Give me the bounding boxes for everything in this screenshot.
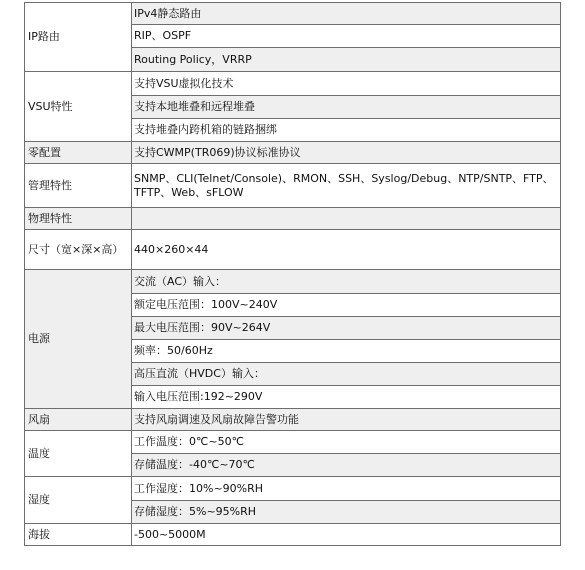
row-value: 支持VSU虚拟化技术 bbox=[132, 72, 561, 96]
row-label: 湿度 bbox=[25, 477, 132, 524]
table-row bbox=[25, 72, 561, 96]
row-label: 电源 bbox=[25, 270, 132, 409]
row-value: 支持风扇调速及风扇故障告警功能 bbox=[132, 409, 561, 431]
table-row bbox=[25, 270, 561, 294]
row-value: -500~5000M bbox=[132, 524, 561, 546]
row-value: 输入电压范围:192~290V bbox=[132, 386, 561, 409]
row-label: 零配置 bbox=[25, 142, 132, 164]
row-value: 频率：50/60Hz bbox=[132, 340, 561, 363]
row-value: 额定电压范围：100V~240V bbox=[132, 294, 561, 317]
table-row bbox=[25, 3, 561, 25]
table-row bbox=[25, 164, 561, 208]
table-row bbox=[25, 477, 561, 501]
row-value: 工作温度：0℃~50℃ bbox=[132, 431, 561, 454]
table-row bbox=[25, 208, 561, 230]
row-label: VSU特性 bbox=[25, 72, 132, 142]
row-value: 存储温度：-40℃~70℃ bbox=[132, 454, 561, 477]
table-row bbox=[25, 431, 561, 454]
row-value: SNMP、CLI(Telnet/Console)、RMON、SSH、Syslog/Debug、NTP/SNTP、FTP、TFTP、Web、sFLOW bbox=[132, 164, 561, 208]
row-label: 温度 bbox=[25, 431, 132, 477]
row-value: 最大电压范围：90V~264V bbox=[132, 317, 561, 340]
row-label: 尺寸（宽×深×高） bbox=[25, 230, 132, 270]
row-label: 风扇 bbox=[25, 409, 132, 431]
row-value bbox=[132, 208, 561, 230]
row-value: Routing Policy，VRRP bbox=[132, 48, 561, 72]
row-label: 物理特性 bbox=[25, 208, 132, 230]
row-label: 海拔 bbox=[25, 524, 132, 546]
row-value: 工作湿度：10%~90%RH bbox=[132, 477, 561, 501]
row-label: IP路由 bbox=[25, 3, 132, 72]
table-row bbox=[25, 524, 561, 546]
row-value: 支持堆叠内跨机箱的链路捆绑 bbox=[132, 119, 561, 142]
row-value: RIP、OSPF bbox=[132, 25, 561, 48]
row-value: 支持CWMP(TR069)协议标准协议 bbox=[132, 142, 561, 164]
row-value: IPv4静态路由 bbox=[132, 3, 561, 25]
table-row bbox=[25, 230, 561, 270]
row-value: 存储湿度：5%~95%RH bbox=[132, 501, 561, 524]
row-value: 高压直流（HVDC）输入： bbox=[132, 363, 561, 386]
row-label: 管理特性 bbox=[25, 164, 132, 208]
row-value: 440×260×44 bbox=[132, 230, 561, 270]
table-row bbox=[25, 409, 561, 431]
row-value: 支持本地堆叠和远程堆叠 bbox=[132, 96, 561, 119]
spec-table bbox=[24, 2, 561, 546]
table-row bbox=[25, 142, 561, 164]
row-value: 交流（AC）输入： bbox=[132, 270, 561, 294]
